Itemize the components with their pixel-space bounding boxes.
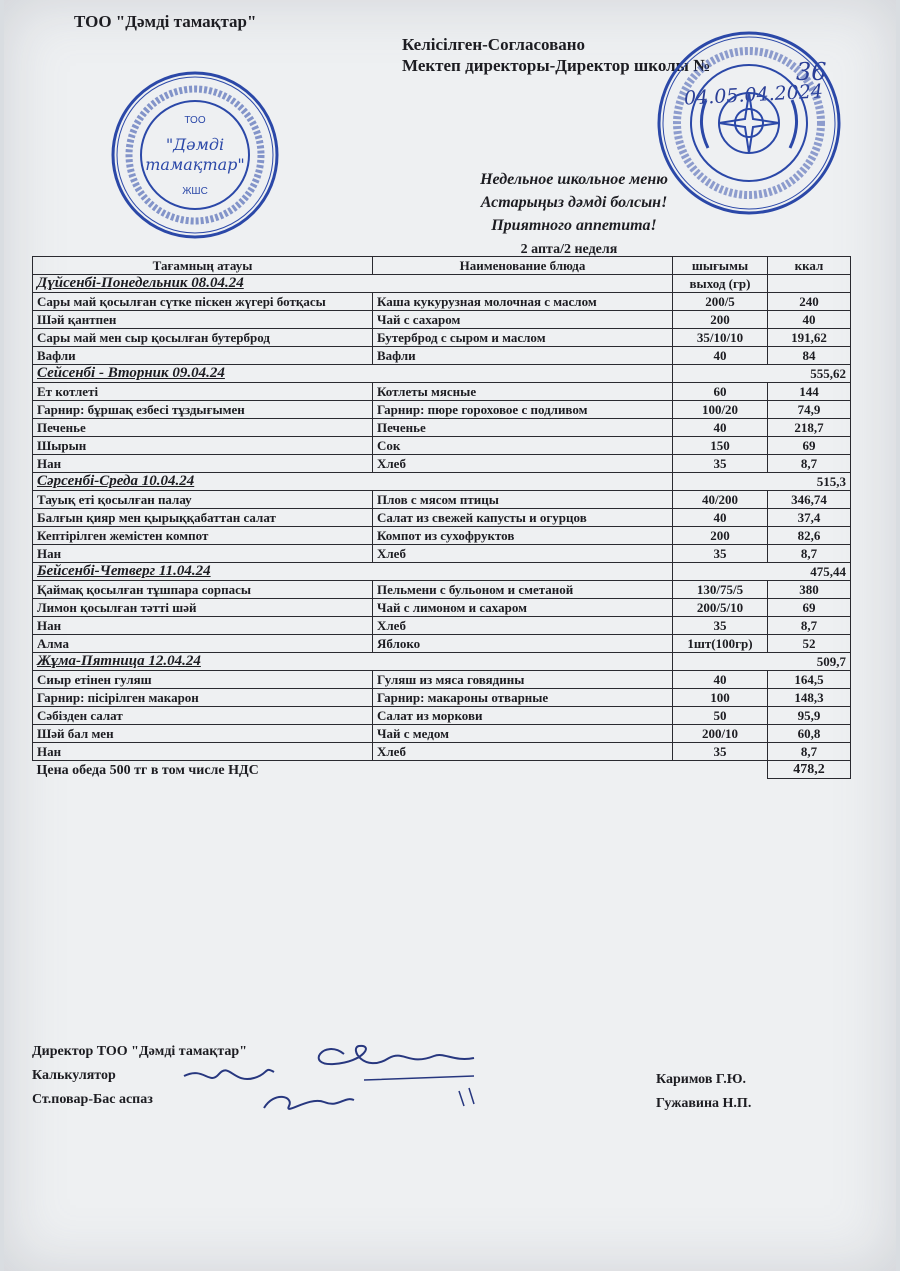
dish-output: 200/5/10 [673,599,768,617]
title-line-3: Приятного аппетита! [491,217,657,234]
day-name: Сәрсенбі-Среда 10.04.24 [33,473,673,491]
dish-name-ru: Сок [373,437,673,455]
dish-name-ru: Чай с сахаром [373,311,673,329]
table-row [33,689,851,707]
dish-name-kz: Нан [33,455,373,473]
title-line-2: Астарыңыз дәмді болсын! [480,194,668,211]
signer-name-2: Гужавина Н.П. [656,1096,752,1111]
dish-kcal: 218,7 [768,419,851,437]
dish-kcal: 380 [768,581,851,599]
calculator-label: Калькулятор [32,1068,116,1083]
dish-name-ru: Компот из сухофруктов [373,527,673,545]
dish-kcal: 82,6 [768,527,851,545]
chef-label: Ст.повар-Бас аспаз [32,1092,153,1107]
dish-kcal: 8,7 [768,743,851,761]
dish-name-ru: Плов с мясом птицы [373,491,673,509]
table-header-row [33,257,851,275]
price-label: Цена обеда 500 тг в том числе НДС [33,761,768,779]
dish-name-kz: Печенье [33,419,373,437]
col-header-out-2: выход (гр) [673,275,768,293]
handwritten-date: 04.05.04.2024 [683,80,824,110]
dish-kcal: 40 [768,311,851,329]
table-row [33,743,851,761]
dish-kcal: 69 [768,599,851,617]
table-row [33,311,851,329]
seal-left-bottom: ЖШС [182,186,208,197]
dish-name-ru: Гарнир: макароны отварные [373,689,673,707]
day-total: 555,62 [673,365,851,383]
day-name: Жұма-Пятница 12.04.24 [33,653,673,671]
table-row [33,707,851,725]
dish-name-kz: Вафли [33,347,373,365]
dish-name-kz: Лимон қосылған тәтті шәй [33,599,373,617]
table-row [33,599,851,617]
dish-kcal: 240 [768,293,851,311]
day-total: 475,44 [673,563,851,581]
dish-name-ru: Чай с лимоном и сахаром [373,599,673,617]
dish-name-kz: Шырын [33,437,373,455]
dish-name-ru: Хлеб [373,743,673,761]
company-seal-icon [110,70,280,240]
seal-left-name-1: "Дәмді [165,135,225,154]
dish-name-kz: Сиыр етінен гуляш [33,671,373,689]
table-row [33,491,851,509]
table-row [33,437,851,455]
dish-name-kz: Гарнир: бұршақ езбесі тұздығымен [33,401,373,419]
seal-left-top: ТОО [184,115,206,126]
dish-name-ru: Хлеб [373,545,673,563]
dish-kcal: 8,7 [768,455,851,473]
dish-output: 200/5 [673,293,768,311]
handwritten-school-number: 36 [796,58,827,86]
dish-kcal: 346,74 [768,491,851,509]
menu-table [32,256,851,779]
day-name: Дүйсенбі-Понедельник 08.04.24 [33,275,673,293]
table-row [33,527,851,545]
dish-kcal: 60,8 [768,725,851,743]
day-header-row [33,365,851,383]
dish-name-kz: Шәй қантпен [33,311,373,329]
dish-name-ru: Хлеб [373,455,673,473]
dish-kcal: 69 [768,437,851,455]
day-total [768,275,851,293]
col-header-out: шығымы [673,257,768,275]
document-sheet [4,0,896,1271]
day-total: 515,3 [673,473,851,491]
day-header-row [33,653,851,671]
dish-kcal: 95,9 [768,707,851,725]
company-name: ТОО "Дәмді тамақтар" [74,12,257,31]
col-header-kcal: ккал [768,257,851,275]
dish-name-kz: Нан [33,617,373,635]
dish-kcal: 8,7 [768,545,851,563]
table-row [33,455,851,473]
week-label: 2 апта/2 неделя [520,242,618,257]
dish-output: 200 [673,527,768,545]
dish-name-ru: Салат из моркови [373,707,673,725]
dish-kcal: 84 [768,347,851,365]
dish-name-kz: Сәбізден салат [33,707,373,725]
dish-kcal: 74,9 [768,401,851,419]
table-row [33,545,851,563]
dish-output: 100/20 [673,401,768,419]
dish-name-kz: Нан [33,545,373,563]
table-row [33,617,851,635]
menu-titles [444,168,704,237]
table-row [33,383,851,401]
table-row [33,419,851,437]
signature-labels [32,1040,247,1112]
dish-name-kz: Балғын қияр мен қырыққабаттан салат [33,509,373,527]
dish-name-ru: Яблоко [373,635,673,653]
dish-kcal: 8,7 [768,617,851,635]
table-row [33,293,851,311]
menu-table-wrap [32,256,850,779]
dish-name-ru: Котлеты мясные [373,383,673,401]
dish-name-kz: Сары май қосылған сүтке піскен жүгері ботқасы [33,293,373,311]
dish-name-ru: Салат из свежей капусты и огурцов [373,509,673,527]
table-row [33,329,851,347]
dish-output: 200 [673,311,768,329]
dish-output: 60 [673,383,768,401]
approval-line-2: Мектеп директоры-Директор школы № [402,56,711,75]
dish-output: 130/75/5 [673,581,768,599]
dish-kcal: 37,4 [768,509,851,527]
col-header-ru: Наименование блюда [373,257,673,275]
table-row [33,347,851,365]
dish-kcal: 191,62 [768,329,851,347]
dish-name-ru: Гуляш из мяса говядины [373,671,673,689]
dish-name-ru: Вафли [373,347,673,365]
day-header-row [33,473,851,491]
dish-output: 100 [673,689,768,707]
dish-output: 200/10 [673,725,768,743]
table-row [33,725,851,743]
title-line-1: Недельное школьное меню [480,171,668,188]
table-row [33,509,851,527]
price-total-kcal: 478,2 [768,761,851,779]
dish-kcal: 52 [768,635,851,653]
dish-output: 40 [673,671,768,689]
dish-name-ru: Печенье [373,419,673,437]
table-row [33,635,851,653]
dish-output: 50 [673,707,768,725]
dish-name-kz: Нан [33,743,373,761]
dish-output: 40 [673,347,768,365]
dish-output: 35 [673,617,768,635]
table-row [33,671,851,689]
dish-output: 35 [673,743,768,761]
dish-kcal: 144 [768,383,851,401]
dish-name-ru: Хлеб [373,617,673,635]
day-name: Сейсенбі - Вторник 09.04.24 [33,365,673,383]
day-header-row [33,563,851,581]
dish-kcal: 164,5 [768,671,851,689]
price-row [33,761,851,779]
director-label: Директор ТОО "Дәмді тамақтар" [32,1044,247,1059]
dish-output: 40 [673,509,768,527]
dish-name-ru: Каша кукурузная молочная с маслом [373,293,673,311]
dish-name-ru: Гарнир: пюре гороховое с подливом [373,401,673,419]
dish-name-ru: Пельмени с бульоном и сметаной [373,581,673,599]
dish-output: 1шт(100гр) [673,635,768,653]
dish-name-kz: Сары май мен сыр қосылған бутерброд [33,329,373,347]
table-row [33,581,851,599]
seal-left-name-2: тамақтар" [145,155,245,174]
day-header-row [33,275,851,293]
signer-name-1: Каримов Г.Ю. [656,1072,746,1087]
dish-name-ru: Бутерброд с сыром и маслом [373,329,673,347]
approval-line-1: Келісілген-Согласовано [402,35,586,54]
day-name: Бейсенбі-Четверг 11.04.24 [33,563,673,581]
dish-name-kz: Тауық еті қосылған палау [33,491,373,509]
dish-name-kz: Шәй бал мен [33,725,373,743]
dish-name-ru: Чай с медом [373,725,673,743]
dish-kcal: 148,3 [768,689,851,707]
dish-output: 35 [673,545,768,563]
dish-output: 35 [673,455,768,473]
signature-names [656,1068,751,1116]
table-row [33,401,851,419]
dish-output: 150 [673,437,768,455]
dish-name-kz: Гарнир: пісірілген макарон [33,689,373,707]
day-total: 509,7 [673,653,851,671]
dish-output: 35/10/10 [673,329,768,347]
dish-name-kz: Ет котлеті [33,383,373,401]
dish-output: 40/200 [673,491,768,509]
col-header-kz: Тағамның атауы [33,257,373,275]
dish-name-kz: Қаймақ қосылған тұшпара сорпасы [33,581,373,599]
dish-name-kz: Алма [33,635,373,653]
dish-name-kz: Кептірілген жемістен компот [33,527,373,545]
dish-output: 40 [673,419,768,437]
